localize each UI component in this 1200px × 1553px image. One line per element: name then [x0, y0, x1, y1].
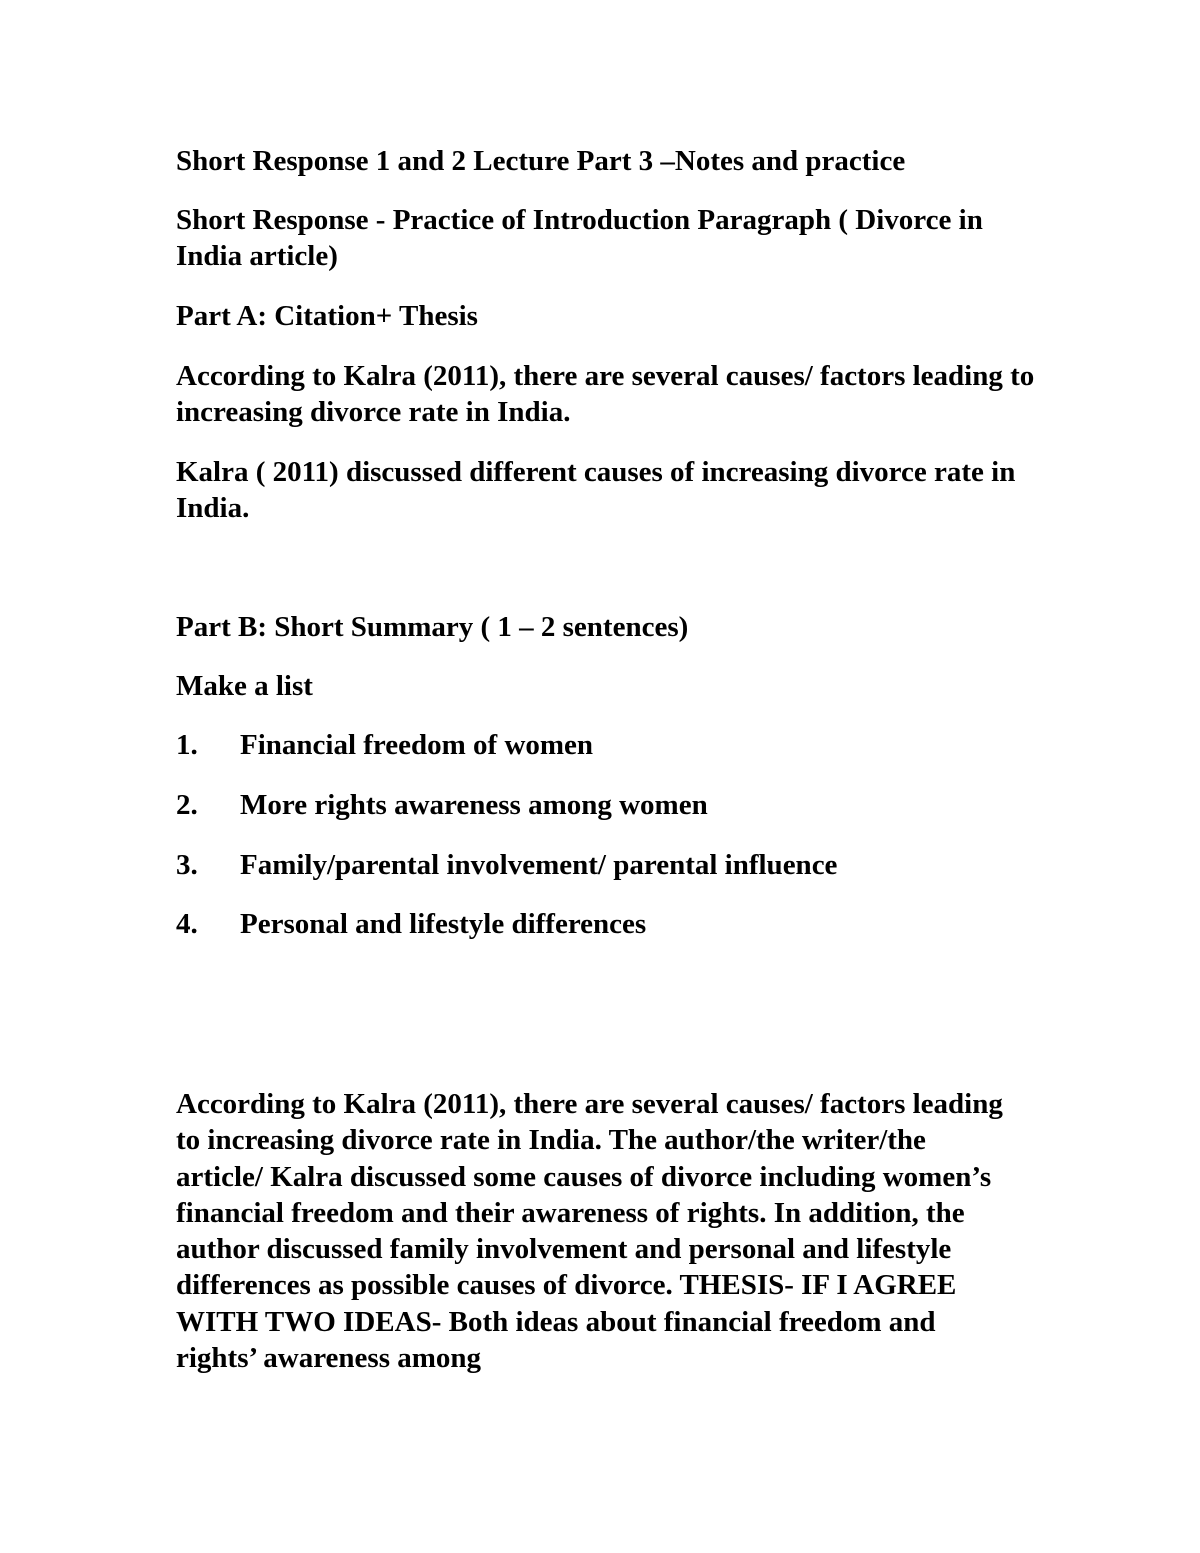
part-b-heading: Part B: Short Summary ( 1 – 2 sentences) [176, 611, 689, 643]
list-item-text: Financial freedom of women [240, 729, 594, 761]
list-item-text: Personal and lifestyle differences [240, 908, 647, 940]
list-item-text: More rights awareness among women [240, 789, 708, 821]
list-item-number: 4. [176, 908, 198, 940]
summary-paragraph: According to Kalra (2011), there are several causes/ factors leading to increasing divorce rate in India. The author/the writer/the article/ Kalra discussed some causes of divorce including women’s financial freedom and their awareness of rights. In addition, the author discussed family involvement and personal and lifestyle differences as possible causes of divorce. THESIS- IF I AGREE WITH TWO IDEAS- Both ideas about financial freedom and rights’ awareness among [176, 1088, 1003, 1375]
list-item-number: 3. [176, 849, 198, 881]
list-item-number: 2. [176, 789, 198, 821]
document-subtitle: Short Response - Practice of Introduction Paragraph ( Divorce in India article) [176, 204, 983, 272]
list-item-text: Family/parental involvement/ parental influence [240, 849, 838, 881]
part-a-heading: Part A: Citation+ Thesis [176, 300, 478, 332]
document-title: Short Response 1 and 2 Lecture Part 3 –Notes and practice [176, 145, 906, 177]
part-a-example-1: According to Kalra (2011), there are several causes/ factors leading to increasing divorce rate in India. [176, 360, 1035, 428]
list-intro: Make a list [176, 670, 313, 702]
list-item-number: 1. [176, 729, 198, 761]
part-a-example-2: Kalra ( 2011) discussed different causes of increasing divorce rate in India. [176, 456, 1016, 524]
